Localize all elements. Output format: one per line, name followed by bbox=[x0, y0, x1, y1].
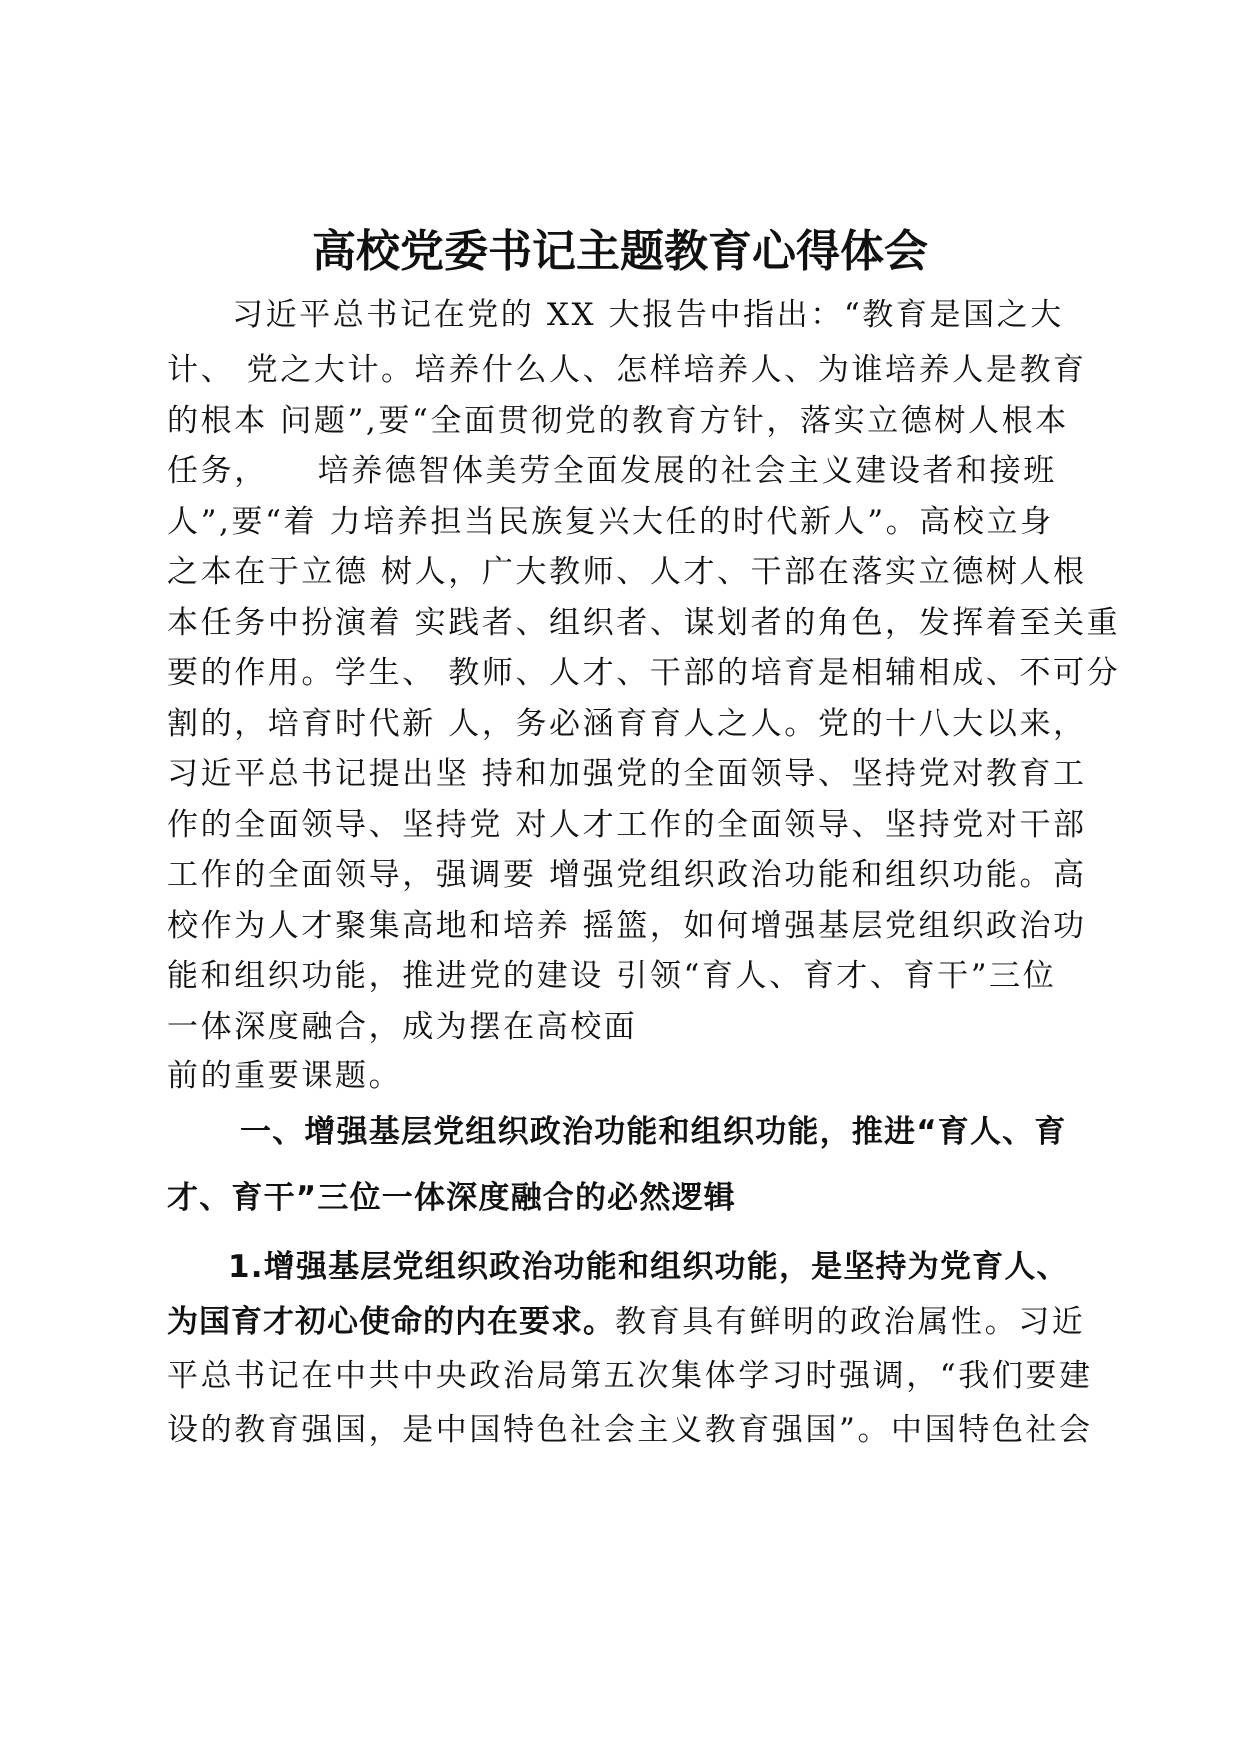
intro-line-9: 割的，培育时代新 人，务必涵育育人之人。党的十八大以来， bbox=[167, 706, 1087, 742]
intro-line-4: 任务， 培养德智体美劳全面发展的社会主义建设者和接班 bbox=[167, 453, 1057, 489]
point-1-line-4: 设的教育强国，是中国特色社会主义教育强国”。中国特色社会 bbox=[167, 1412, 1093, 1448]
intro-line-13: 校作为人才聚集高地和培养 摇篮，如何增强基层党组织政治功 bbox=[167, 908, 1087, 944]
point-1-line-2 bbox=[167, 1302, 1085, 1342]
intro-line-11: 作的全面领导、坚持党 对人才工作的全面领导、坚持党对干部 bbox=[167, 807, 1087, 843]
point-1-line-3: 平总书记在中共中央政治局第五次集体学习时强调，“我们要建 bbox=[167, 1358, 1093, 1394]
intro-line-3: 的根本 问题”,要“全面贯彻党的教育方针，落实立德树人根本 bbox=[167, 403, 1069, 439]
intro-line-10: 习近平总书记提出坚 持和加强党的全面领导、坚持党对教育工 bbox=[167, 756, 1087, 792]
intro-line-15: 一体深度融合，成为摆在高校面 bbox=[167, 1009, 638, 1045]
intro-line-1: 习近平总书记在党的 XX 大报告中指出：“教育是国之大 bbox=[232, 297, 1064, 333]
intro-line-16: 前的重要课题。 bbox=[167, 1058, 403, 1094]
point-1-text-line-2: 教育具有鲜明的政治属性。习近 bbox=[615, 1304, 1086, 1340]
section-heading-line-2: 才、育干”三位一体深度融合的必然逻辑 bbox=[167, 1180, 736, 1216]
intro-line-8: 要的作用。学生、 教师、人才、干部的培育是相辅相成、不可分 bbox=[167, 655, 1121, 691]
section-heading-line-1: 一、增强基层党组织政治功能和组织功能，推进“育人、育 bbox=[240, 1114, 1067, 1150]
intro-line-12: 工作的全面领导，强调要 增强党组织政治功能和组织功能。高 bbox=[167, 857, 1087, 893]
intro-line-5: 人”,要“着 力培养担当民族复兴大任的时代新人”。高校立身 bbox=[167, 504, 1054, 540]
point-1-bold-line-1: 1.增强基层党组织政治功能和组织功能，是坚持为党育人、 bbox=[228, 1249, 1069, 1285]
intro-line-7: 本任务中扮演着 实践者、组织者、谋划者的角色，发挥着至关重 bbox=[167, 605, 1121, 641]
document-title: 高校党委书记主题教育心得体会 bbox=[312, 226, 928, 277]
intro-line-6: 之本在于立德 树人，广大教师、人才、干部在落实立德树人根 bbox=[167, 554, 1087, 590]
intro-line-2: 计、 党之大计。培养什么人、怎样培养人、为谁培养人是教育 bbox=[167, 352, 1087, 388]
intro-line-14: 能和组织功能，推进党的建设 引领“育人、育才、育干”三位 bbox=[167, 958, 1057, 994]
point-1-bold-line-2: 为国育才初心使命的内在要求。 bbox=[167, 1304, 615, 1340]
